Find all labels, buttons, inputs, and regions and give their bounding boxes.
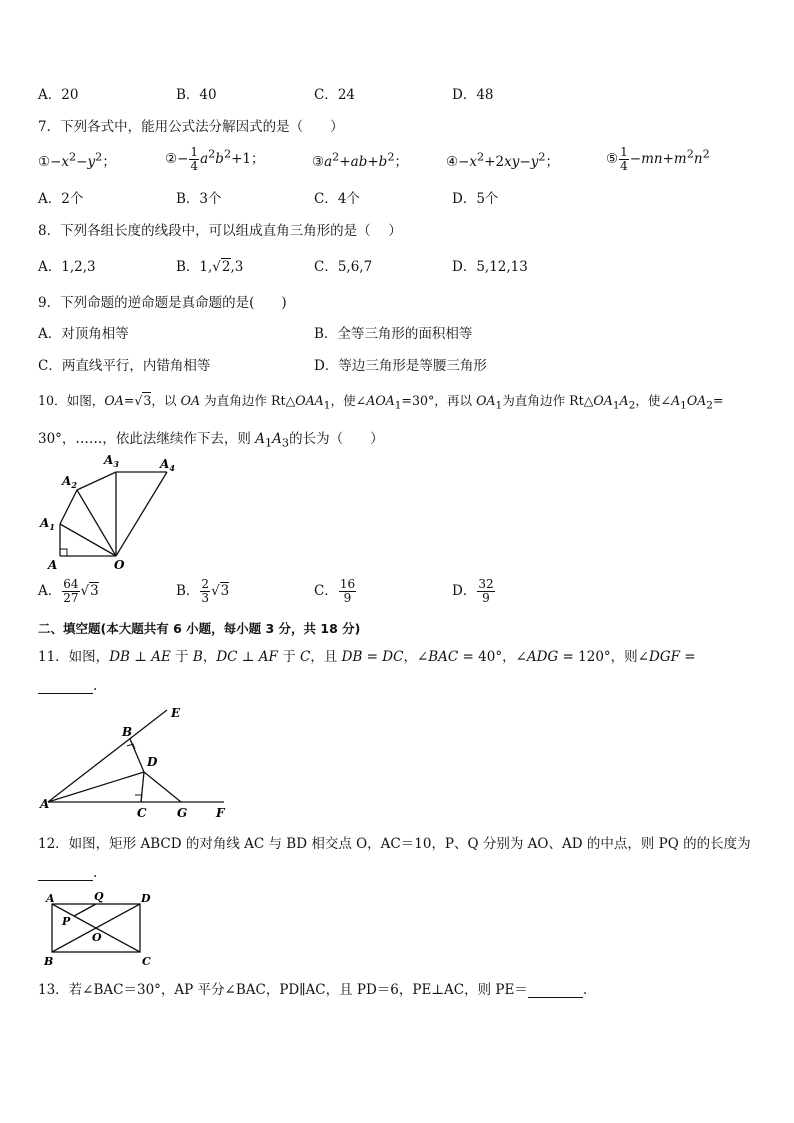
- q6-option-b: B．40: [176, 87, 217, 103]
- q12-line2: .: [38, 865, 97, 881]
- q7-items: [0, 146, 794, 172]
- q9-option-c: C．两直线平行，内错角相等: [38, 358, 211, 374]
- q10-segment-a4o: [116, 472, 167, 556]
- q8-option-d: D．5,12,13: [452, 259, 528, 275]
- q9-option-d: D．等边三角形是等腰三角形: [314, 358, 487, 374]
- q6-option-c: C．24: [314, 87, 356, 103]
- q6-option-d: D．48: [452, 87, 494, 103]
- q10-options: [0, 578, 794, 614]
- q8-options: [0, 255, 794, 275]
- q11-segment-ad: [48, 772, 144, 802]
- q7-stem: 7．下列各式中，能用公式法分解因式的是（ ）: [38, 119, 344, 135]
- q7-option-c: C．4个: [314, 191, 360, 207]
- q13-text: 13．若∠BAC＝30°，AP 平分∠BAC，PD∥AC，且 PD＝6，PE⊥AC，则 PE＝ .: [38, 982, 588, 998]
- q11-label-a: A: [40, 797, 50, 811]
- q8-option-c: C．5,6,7: [314, 259, 373, 275]
- q8-stem: 8．下列各组长度的线段中，可以组成直角三角形的是（ ）: [38, 223, 402, 239]
- q11-answer-blank[interactable]: [38, 679, 93, 694]
- q7-option-b: B．3个: [176, 191, 222, 207]
- q7-item-5: ⑤ $\frac{1}{4}$ $-mn+m^2n^2$: [606, 145, 710, 173]
- q12-label-c: C: [142, 955, 151, 968]
- q9-option-b: B．全等三角形的面积相等: [314, 326, 473, 342]
- q7-item-4: $④-x^2+2xy-y^2$；: [446, 150, 559, 170]
- q13-answer-blank[interactable]: [528, 983, 583, 998]
- section-2-heading: 二、填空题(本大题共有 6 小题，每小题 3 分，共 18 分): [38, 621, 361, 636]
- q12-line1: 12．如图，矩形 ABCD 的对角线 AC 与 BD 相交点 O，AC＝10，P、Q 分别为 AO、AD 的中点，则 PQ 的的长度为: [38, 836, 751, 852]
- q12-label-a: A: [46, 892, 55, 905]
- q7-option-a: A．2个: [38, 191, 84, 207]
- q6-option-a: A．20: [38, 87, 79, 103]
- q10-option-c: C． $\frac{16}{9}$: [314, 577, 356, 605]
- q12-segment-pq: [74, 904, 96, 916]
- q11-label-g: G: [177, 806, 188, 820]
- q10-segment-a2a3: [77, 472, 116, 490]
- q7-item-3: $③a^2+ab+b^2$；: [312, 150, 408, 170]
- q11-line1: 11．如图，DB ⊥ AE 于 B，DC ⊥ AF 于 C，且 DB = DC，∠BAC = 40°，∠ADG = 120°，则∠DGF =: [38, 649, 696, 665]
- q10-label-o: O: [114, 558, 125, 572]
- q7-options: [0, 187, 794, 207]
- q7-item-1: $①-x^2-y^2$；: [38, 150, 116, 170]
- q12-answer-blank[interactable]: [38, 866, 93, 881]
- q11-line2: .: [38, 678, 97, 694]
- q8-option-a: A．1,2,3: [38, 259, 96, 275]
- q10-segment-a1o: [60, 524, 116, 556]
- q9-stem: 9．下列命题的逆命题是真命题的是( ): [38, 295, 287, 311]
- q10-label-a4: $A_4$: [160, 457, 175, 473]
- q10-label-a3: $A_3$: [104, 453, 119, 469]
- q12-label-b: B: [44, 955, 54, 968]
- q11-label-c: C: [137, 806, 147, 820]
- q10-segment-a2o: [77, 490, 116, 556]
- q11-segment-dg: [144, 772, 181, 802]
- q12-label-p: P: [62, 915, 71, 928]
- q10-label-a2: $A_2$: [62, 474, 77, 490]
- q10-line2: 30°，……，依此法继续作下去，则 $A_1A_3$的长为（ ）: [38, 431, 384, 450]
- q6-options: [0, 83, 794, 103]
- q10-label-a: A: [48, 558, 58, 572]
- q11-label-e: E: [171, 706, 181, 720]
- q10-right-angle-mark: [60, 549, 67, 556]
- q11-label-b: B: [122, 725, 133, 739]
- q12-label-d: D: [141, 892, 151, 905]
- q12-figure: [38, 888, 158, 970]
- q11-label-f: F: [216, 806, 225, 820]
- q12-label-q: Q: [94, 890, 104, 903]
- q11-figure: [34, 702, 234, 820]
- q9-options-row2: [0, 354, 794, 374]
- q11-label-d: D: [147, 755, 158, 769]
- q10-option-d: D． $\frac{32}{9}$: [452, 577, 494, 605]
- q10-segment-a1a2: [60, 490, 77, 524]
- q7-item-2: ②− $\frac{1}{4}$ $a^2b^2+1$；: [165, 145, 265, 173]
- q10-label-a1: $A_1$: [40, 516, 55, 532]
- q10-figure: [34, 452, 184, 574]
- q9-options-row1: [0, 322, 794, 342]
- q10-option-a: A． $\frac{64}{27}$ √3: [38, 577, 99, 605]
- q12-label-o: O: [92, 931, 102, 944]
- q7-option-d: D．5个: [452, 191, 499, 207]
- q9-option-a: A．对顶角相等: [38, 326, 129, 342]
- q10-line1: 10．如图，OA=√3，以 OA 为直角边作 $Rt\triangle OAA_1$，使$\angle AOA_1=30^\circ$，再以 $OA_1$为直角边作 $Rt\triangle OA_1A_2$，使$\angle A_1OA_2=$: [38, 393, 724, 412]
- q8-option-b: B．1,√2,3: [176, 259, 244, 275]
- q10-option-b: B． $\frac{2}{3}$ √3: [176, 577, 230, 605]
